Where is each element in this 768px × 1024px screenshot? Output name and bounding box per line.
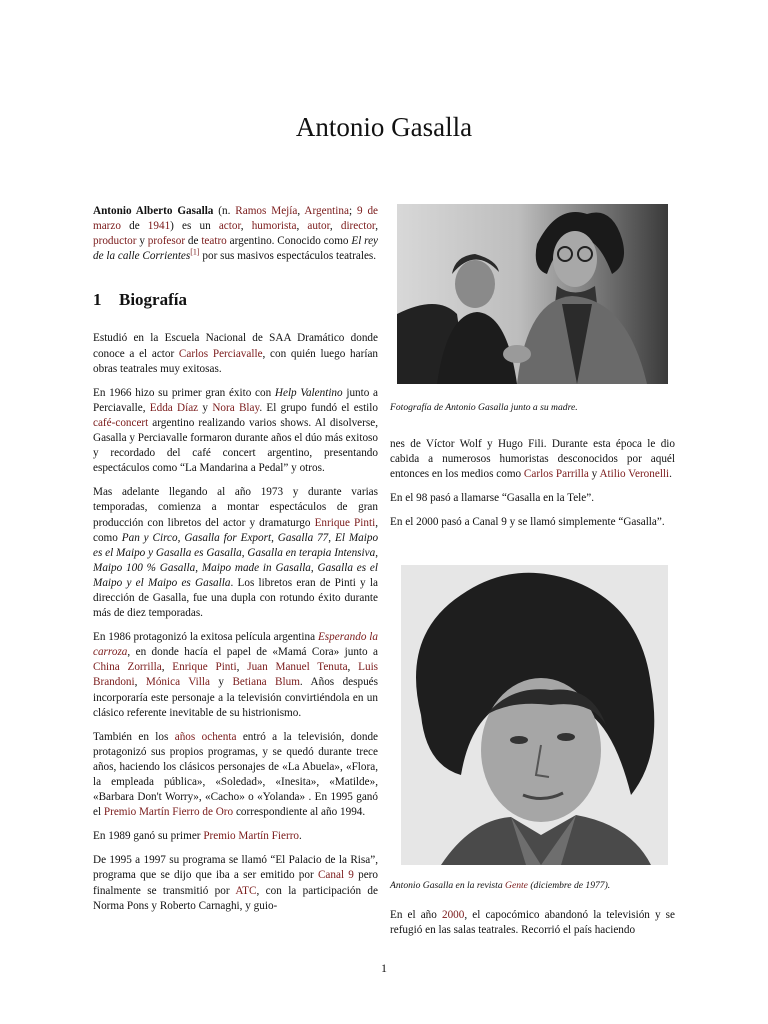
link-china-zorrilla[interactable]: China Zorrilla: [93, 661, 162, 674]
link-premio-martin-fierro-de-oro[interactable]: Premio Martín Fierro de Oro: [103, 806, 234, 819]
link-2000[interactable]: 2000: [441, 909, 465, 921]
section-title: Biografía: [119, 290, 187, 310]
paragraph-right-4: En el año 2000, el capocómico abandonó la televisión y se refugió en las salas teatrales. Recorrió el país haciendo: [390, 909, 676, 937]
paragraph-right-3: En el 2000 pasó a Canal 9 y se llamó simplemente “Gasalla”.: [390, 516, 665, 529]
paragraph-biografia-1: Estudió en la Escuela Nacional de SAA Dramático donde conoce a el actor Carlos Perciavalle, con quién luego harían obras teatrales muy exitosas.: [93, 332, 378, 375]
link-actor[interactable]: actor: [218, 220, 241, 233]
paragraph-biografia-5: También en los años ochenta entró a la televisión, donde protagonizó sus propios programas, y se quedó durante trece años, haciendo los clásicos personajes de «La Abuela», «Flora, la empleada pública», «Soledad», «Inesita», «Matilde», «Barbara Don't Worry», «Cacho» o «Yolanda» . En 1995 ganó el Premio Martín Fierro de Oro correspondiente al año 1994.: [93, 730, 379, 819]
paragraph-biografia-3: Mas adelante llegando al año 1973 y durante varias temporadas, comienza a montar espectáculos de gran producción con libretos del actor y dramaturgo Enrique Pinti, como Pan y Circo, Gasalla for Export, Gasalla 77, El Maipo es el Maipo y Gasalla es Gasalla, Gasalla en terapia Intensiva, Maipo 100 % Gasalla, Maipo made in Gasalla, Gasalla es el Maipo y el Maipo es Gasalla. Los libretos eran de Pinti y la dirección de Gasalla, fue una dupla con rotundo éxito durante más de diez temporadas.: [93, 486, 379, 620]
link-enrique-pinti-2[interactable]: Enrique Pinti: [172, 661, 237, 674]
right-column-top: [390, 437, 675, 539]
section-number: 1: [93, 290, 102, 310]
caption-photo-2: Antonio Gasalla en la revista Gente (diciembre de 1977).: [390, 880, 611, 891]
intro-paragraph: Antonio Alberto Gasalla (n. Ramos Mejía, Argentina; 9 de marzo de 1941) es un actor, humorista, autor, director, productor y profesor de teatro argentino. Conocido como El rey de la calle Corrientes[1] por sus masivos espectáculos teatrales.: [93, 205, 379, 263]
link-1941[interactable]: 1941: [147, 220, 171, 233]
link-atilio-veronelli[interactable]: Atilio Veronelli: [599, 468, 670, 481]
link-argentina[interactable]: Argentina: [304, 205, 349, 217]
link-nora-blay[interactable]: Nora Blay: [212, 401, 260, 414]
link-humorista[interactable]: humorista: [251, 220, 297, 233]
link-canal-9[interactable]: Canal 9: [317, 869, 354, 882]
link-profesor[interactable]: profesor: [147, 235, 186, 248]
right-column-bottom: [390, 908, 675, 947]
link-teatro[interactable]: teatro: [201, 235, 227, 248]
caption-photo-1: Fotografía de Antonio Gasalla junto a su madre.: [390, 402, 578, 413]
link-carlos-perciavalle[interactable]: Carlos Perciavalle: [178, 347, 263, 360]
page-title: Antonio Gasalla: [295, 112, 473, 142]
photo-gasalla-portrait[interactable]: [401, 565, 668, 865]
paragraph-biografia-6: En 1989 ganó su primer Premio Martín Fierro.: [93, 830, 302, 843]
link-anos-ochenta[interactable]: años ochenta: [174, 730, 237, 743]
photo-1-illustration: [397, 204, 668, 384]
paragraph-right-1: nes de Víctor Wolf y Hugo Fili. Durante esta época le dio cabida a numerosos humoristas desconocidos por aquél entonces en los medios como Carlos Parrilla y Atilio Veronelli.: [390, 438, 675, 481]
link-monica-villa[interactable]: Mónica Villa: [145, 676, 210, 689]
link-esperando-la-carroza[interactable]: Esperando la carroza: [93, 631, 379, 659]
reference-1[interactable]: [1]: [190, 247, 200, 257]
section-heading-biografia: [93, 290, 378, 310]
link-ramos-mejia[interactable]: Ramos Mejía: [235, 205, 298, 217]
paragraph-biografia-2: En 1966 hizo su primer gran éxito con Help Valentino junto a Perciavalle, Edda Díaz y Nora Blay. El grupo fundó el estilo café-concert argentino realizando varios shows. Al disolverse, Gasalla y Perciavalle formaron durante años el dúo más exitoso y recordado del café concert argentino, presentando espectáculos como “La Mandarina a Pedal” y otros.: [93, 386, 379, 475]
link-productor[interactable]: productor: [93, 235, 137, 248]
link-carlos-parrilla[interactable]: Carlos Parrilla: [523, 468, 589, 481]
link-cafe-concert[interactable]: café-concert: [93, 416, 149, 429]
link-atc[interactable]: ATC: [235, 884, 257, 897]
left-column: [93, 204, 378, 923]
paragraph-biografia-7: De 1995 a 1997 su programa se llamó “El Palacio de la Risa”, programa que se dijo que iba a ser emitido por Canal 9 pero finalmente se transmitió por ATC, con la participación de Norma Pons y Roberto Carnaghi, y guio-: [93, 854, 378, 912]
page-number: 1: [381, 961, 387, 975]
link-director[interactable]: director: [340, 220, 376, 233]
link-enrique-pinti[interactable]: Enrique Pinti: [314, 516, 376, 529]
photo-gasalla-with-mother[interactable]: [397, 204, 668, 384]
nickname: El rey de la calle Corrientes: [93, 235, 379, 263]
paragraph-right-2: En el 98 pasó a llamarse “Gasalla en la Tele”.: [390, 492, 595, 505]
link-autor[interactable]: autor: [307, 220, 330, 233]
subject-name: Antonio Alberto Gasalla: [93, 205, 214, 217]
link-luis-brandoni[interactable]: Luis Brandoni: [93, 661, 379, 689]
link-betiana-blum[interactable]: Betiana Blum: [232, 676, 300, 689]
link-premio-martin-fierro[interactable]: Premio Martín Fierro: [203, 830, 300, 843]
link-gente[interactable]: Gente: [505, 880, 528, 891]
link-9-de-marzo[interactable]: 9 de marzo: [93, 205, 379, 233]
photo-2-illustration: [401, 565, 668, 865]
link-juan-manuel-tenuta[interactable]: Juan Manuel Tenuta: [247, 661, 348, 674]
link-edda-diaz[interactable]: Edda Díaz: [149, 401, 199, 414]
paragraph-biografia-4: En 1986 protagonizó la exitosa película argentina Esperando la carroza, en donde hacía el papel de «Mamá Cora» junto a China Zorrilla, Enrique Pinti, Juan Manuel Tenuta, Luis Brandoni, Mónica Villa y Betiana Blum. Años después incorporaría este personaje a la televisión convirtiéndola en un clásico referente inevitable de su histrionismo.: [93, 631, 379, 719]
